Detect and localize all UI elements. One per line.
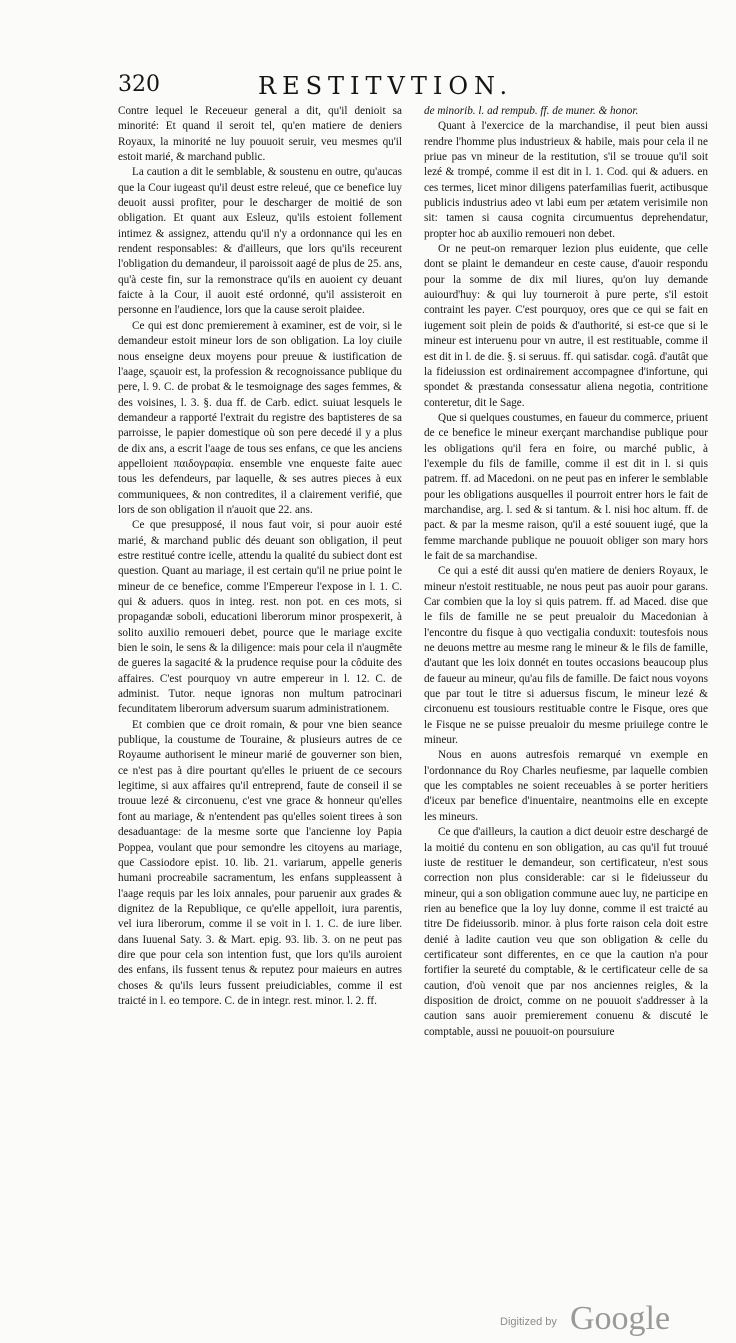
paragraph: de minorib. l. ad rempub. ff. de muner. & honor. — [424, 105, 639, 117]
google-logo: Google — [570, 1300, 671, 1337]
paragraph: Contre lequel le Receueur general a dit, qu'il denioit sa minorité: Et quand il seroit tel, qu'en matiere de deniers Royaux, la minorité ne luy pouuoit seruir, veu mesmes qu'il estoit marié, & marchand public. — [118, 105, 402, 164]
paragraph: La caution a dit le semblable, & soustenu en outre, qu'aucas que la Cour iugeast qu'il deust estre releué, que ce benefice luy deuoit aussi profiter, pour le descharger de moitié de son obligation. Et quant aux Esleuz, qu'ils estoient follement intimez & assignez, attendu qu'il n'y a ordonnance qui les en rendent responsables: & d'ailleurs, que lors qu'ils receurent l'obligation du demandeur, il paroissoit aagé de plus de 25. ans, qu'à ceste fin, sur la remonstrace qu'ils en auoient cy deuant faicte à la Cour, il auoit esté ordonné, qu'il assisteroit en personne en l'audience, lors que la cause seroit plaidee. — [118, 166, 402, 317]
left-column — [118, 104, 402, 1009]
paragraph: Ce qui est donc premierement à examiner, est de voir, si le demandeur estoit mineur lors de son obligation. La loy ciuile nous enseigne deux moyens pour preuue & iustification de l'aage, sçauoir est, la profession & recognoissance publique du pere, l. 9. C. de probat & le tesmoignage des sages femmes, & des voisines, l. 3. §. dua ff. de Carb. edict. suiuat lesquels le demandeur a rapporté l'extrait du registre des baptisteres de sa parroisse, le papier domestique où son pere decedé il y a plus de dix ans, a escrit l'aage de tous ses enfans, ce que les anciens appelloient παιδογραφία. ensemble vne enqueste faite auec tous les defendeurs, par laquelle, & ses autres pieces à eux communiquees, & non contredites, il a clairement verifié, que lors de son obligation il n'auoit que 22. ans. — [118, 319, 402, 516]
paragraph: Ce que d'ailleurs, la caution a dict deuoir estre deschargé de la moitié du contenu en son obligation, au cas qu'il fut trouué iuste de restituer le demandeur, son certificateur, n'est sous correction non plus considerable: car si le fideiusseur du mineur, qui a son obligation commune auec luy, ne participe en rien au benefice que la loy luy donne, comme il est traicté au titre De fideiussorib. minor. à plus forte raison cela doit estre denié à ladite caution veu que son obligation & celle du certificateur sont differentes, en ce que la caution n'a pour fortifier la seureté du comptable, & le certificateur celle de sa caution, d'où venoit que par nos anciennes reigles, & la disposition de droict, comme on ne pouuoit s'addresser à la caution sans auoir premierement conuenu & discuté le comptable, aussi ne pouuoit-on poursuiure — [424, 826, 708, 1038]
paragraph: Or ne peut-on remarquer lezion plus euidente, que celle dont se plaint le demandeur en ceste cause, d'auoir respondu pour la somme de dix mil liures, qu'on luy demande auiourd'huy: & qui luy tourneroit à pure perte, s'il estoit contraint les payer. C'est pourquoy, ores que ce qui se fait en iugement soit plein de poids & d'authorité, si est-ce que si le mineur est interuenu pour vn autre, il est restituable, comme il est dit in l. de die. §. si seruus. ff. qui satisdar. cogâ. d'autât que la fideiussion est ordinairement accompagnee d'infortune, qui spondet & præstanda consessatur aliena negotia, contritione conteretur, dit le Sage. — [424, 243, 708, 409]
page-number: 320 — [118, 72, 160, 97]
paragraph: Ce que presupposé, il nous faut voir, si pour auoir esté marié, & marchand public dés deuant son obligation, il peut estre restitué contre icelle, attendu la qualité du subiect dont est question. Quant au mariage, il est certain qu'il ne priue point le mineur de ce benefice, comme l'Empereur l'expose in l. 1. C. qui & aduers. quos in integ. rest. non pot. en ces mots, si propagandæ soboli, educationi liberorum minor prospexerit, à solito auxilio remoueri debet, pource que le mariage excite bien le soin, le sens & la diligence: mais pour cela il n'augmête de gueres la sagacité & la prudence requise pour la côduite des affaires. C'est pourquoy vn autre empereur in l. 12. C. de administ. Tutor. neque ignoras non multum patrocinari fecunditatem liberorum adversum suarum administrationem. — [118, 519, 402, 716]
digitized-by-label: Digitized by — [500, 1316, 557, 1328]
paragraph: Et combien que ce droit romain, & pour vne bien seance publique, la coustume de Touraine, & plusieurs autres de ce Royaume authorisent le mineur marié de gouverner son bien, ce n'est pas à dire pourtant qu'elles le priuent de ce secours legitime, si aux affaires qu'il entreprend, faute de conseil il se trouue lezé & circonuenu, c'est vne grace & honneur qu'elles font au mariage, & n'entendent pas qu'elles soient tirees à son desaduantage: de la mesme sorte que l'ancienne loy Papia Poppea, voulant que pour semondre les citoyens au mariage, que Cassiodore epist. 10. lib. 21. variarum, appelle generis humani procreabile sacramentum, les enfans suppleassent à l'aage requis par les loix annales, pour paruenir aux grades & dignitez de la Republique, ce qu'elle appelloit, iura parentis, vel iura liberorum, comme il se voit in l. 1. C. de iure liber. dans Iuuenal Saty. 3. & Mart. epig. 93. lib. 3. on ne peut pas dire que pour cela son intention fust, que lors qu'ils auroient des enfans, ils fussent tenus & reputez pour maieurs en autres choses & qu'ils leurs fussent preiudiciables, comme il est traicté in l. eo tempore. C. de in integr. rest. minor. l. 2. ff. — [118, 718, 402, 1007]
page-header — [118, 72, 708, 102]
paragraph: Que si quelques coustumes, en faueur du commerce, priuent de ce benefice le mineur exerçant marchandise publique pour les obligations qu'il fera en foire, ou marché public, à l'exemple du fils de famille, comme il est dit in l. si quis patrem. ff. ad Macedoni. on ne peut pas en inferer le semblable pour les obligations ausquelles il pourroit entrer hors le fait de marchandise, arg. l. sed & si tantum. & l. nisi hoc altum. ff. de pact. & par la mesme raison, qu'il a esté souuent iugé, que la femme marchande publique ne pouuoit obliger son mary hors le fait de sa marchandise. — [424, 411, 708, 562]
paragraph: Quant à l'exercice de la marchandise, il peut bien aussi rendre l'homme plus industrieux & habile, mais pour cela il ne priue pas vn mineur de la restitution, s'il se trouue qu'il soit lezé & trompé, comme il est dit in l. 1. Cod. qui & aduers. en ces termes, licet minor diligens paterfamilias fuerit, actibusque publicis industrius adeo vt labi eum per ætatem verisimile non sit: tamen si causa cognita circumuentus deprehendatur, propter hoc ab auxilio remoueri non debet. — [424, 120, 708, 240]
running-title: RESTITVTION. — [258, 72, 514, 100]
digitization-watermark — [500, 1300, 710, 1340]
right-column — [424, 104, 708, 1040]
paragraph: Ce qui a esté dit aussi qu'en matiere de deniers Royaux, le mineur n'estoit restituable, ne nous peut pas auoir pour garans. Car combien que la loy si quis patrem. ff. ad Maced. dise que le fils de famille ne se peut preualoir du Macedonian à l'encontre du fisque à quo vectigalia conduxit: toutesfois nous ne deuons mettre au mesme rang le mineur & le fils de famille, d'autant que les loix donnét en toutes occasions beaucoup plus de faueur au mineur, qu'au fils de famille. De faict nous voyons que par tout le titre si aduersus fiscum, le mineur lezé & circonuenu est tousiours restituable contre le Fisque, ores que le Fisque ne se puisse preualoir du mesme priuilege contre le mineur. — [424, 565, 708, 747]
paragraph: Nous en auons autresfois remarqué vn exemple en l'ordonnance du Roy Charles neufiesme, par laquelle combien que les comptables ne soient receuables à se porter heritiers d'iceux par benefice d'inuentaire, neantmoins elle en excepte les mineurs. — [424, 749, 708, 823]
